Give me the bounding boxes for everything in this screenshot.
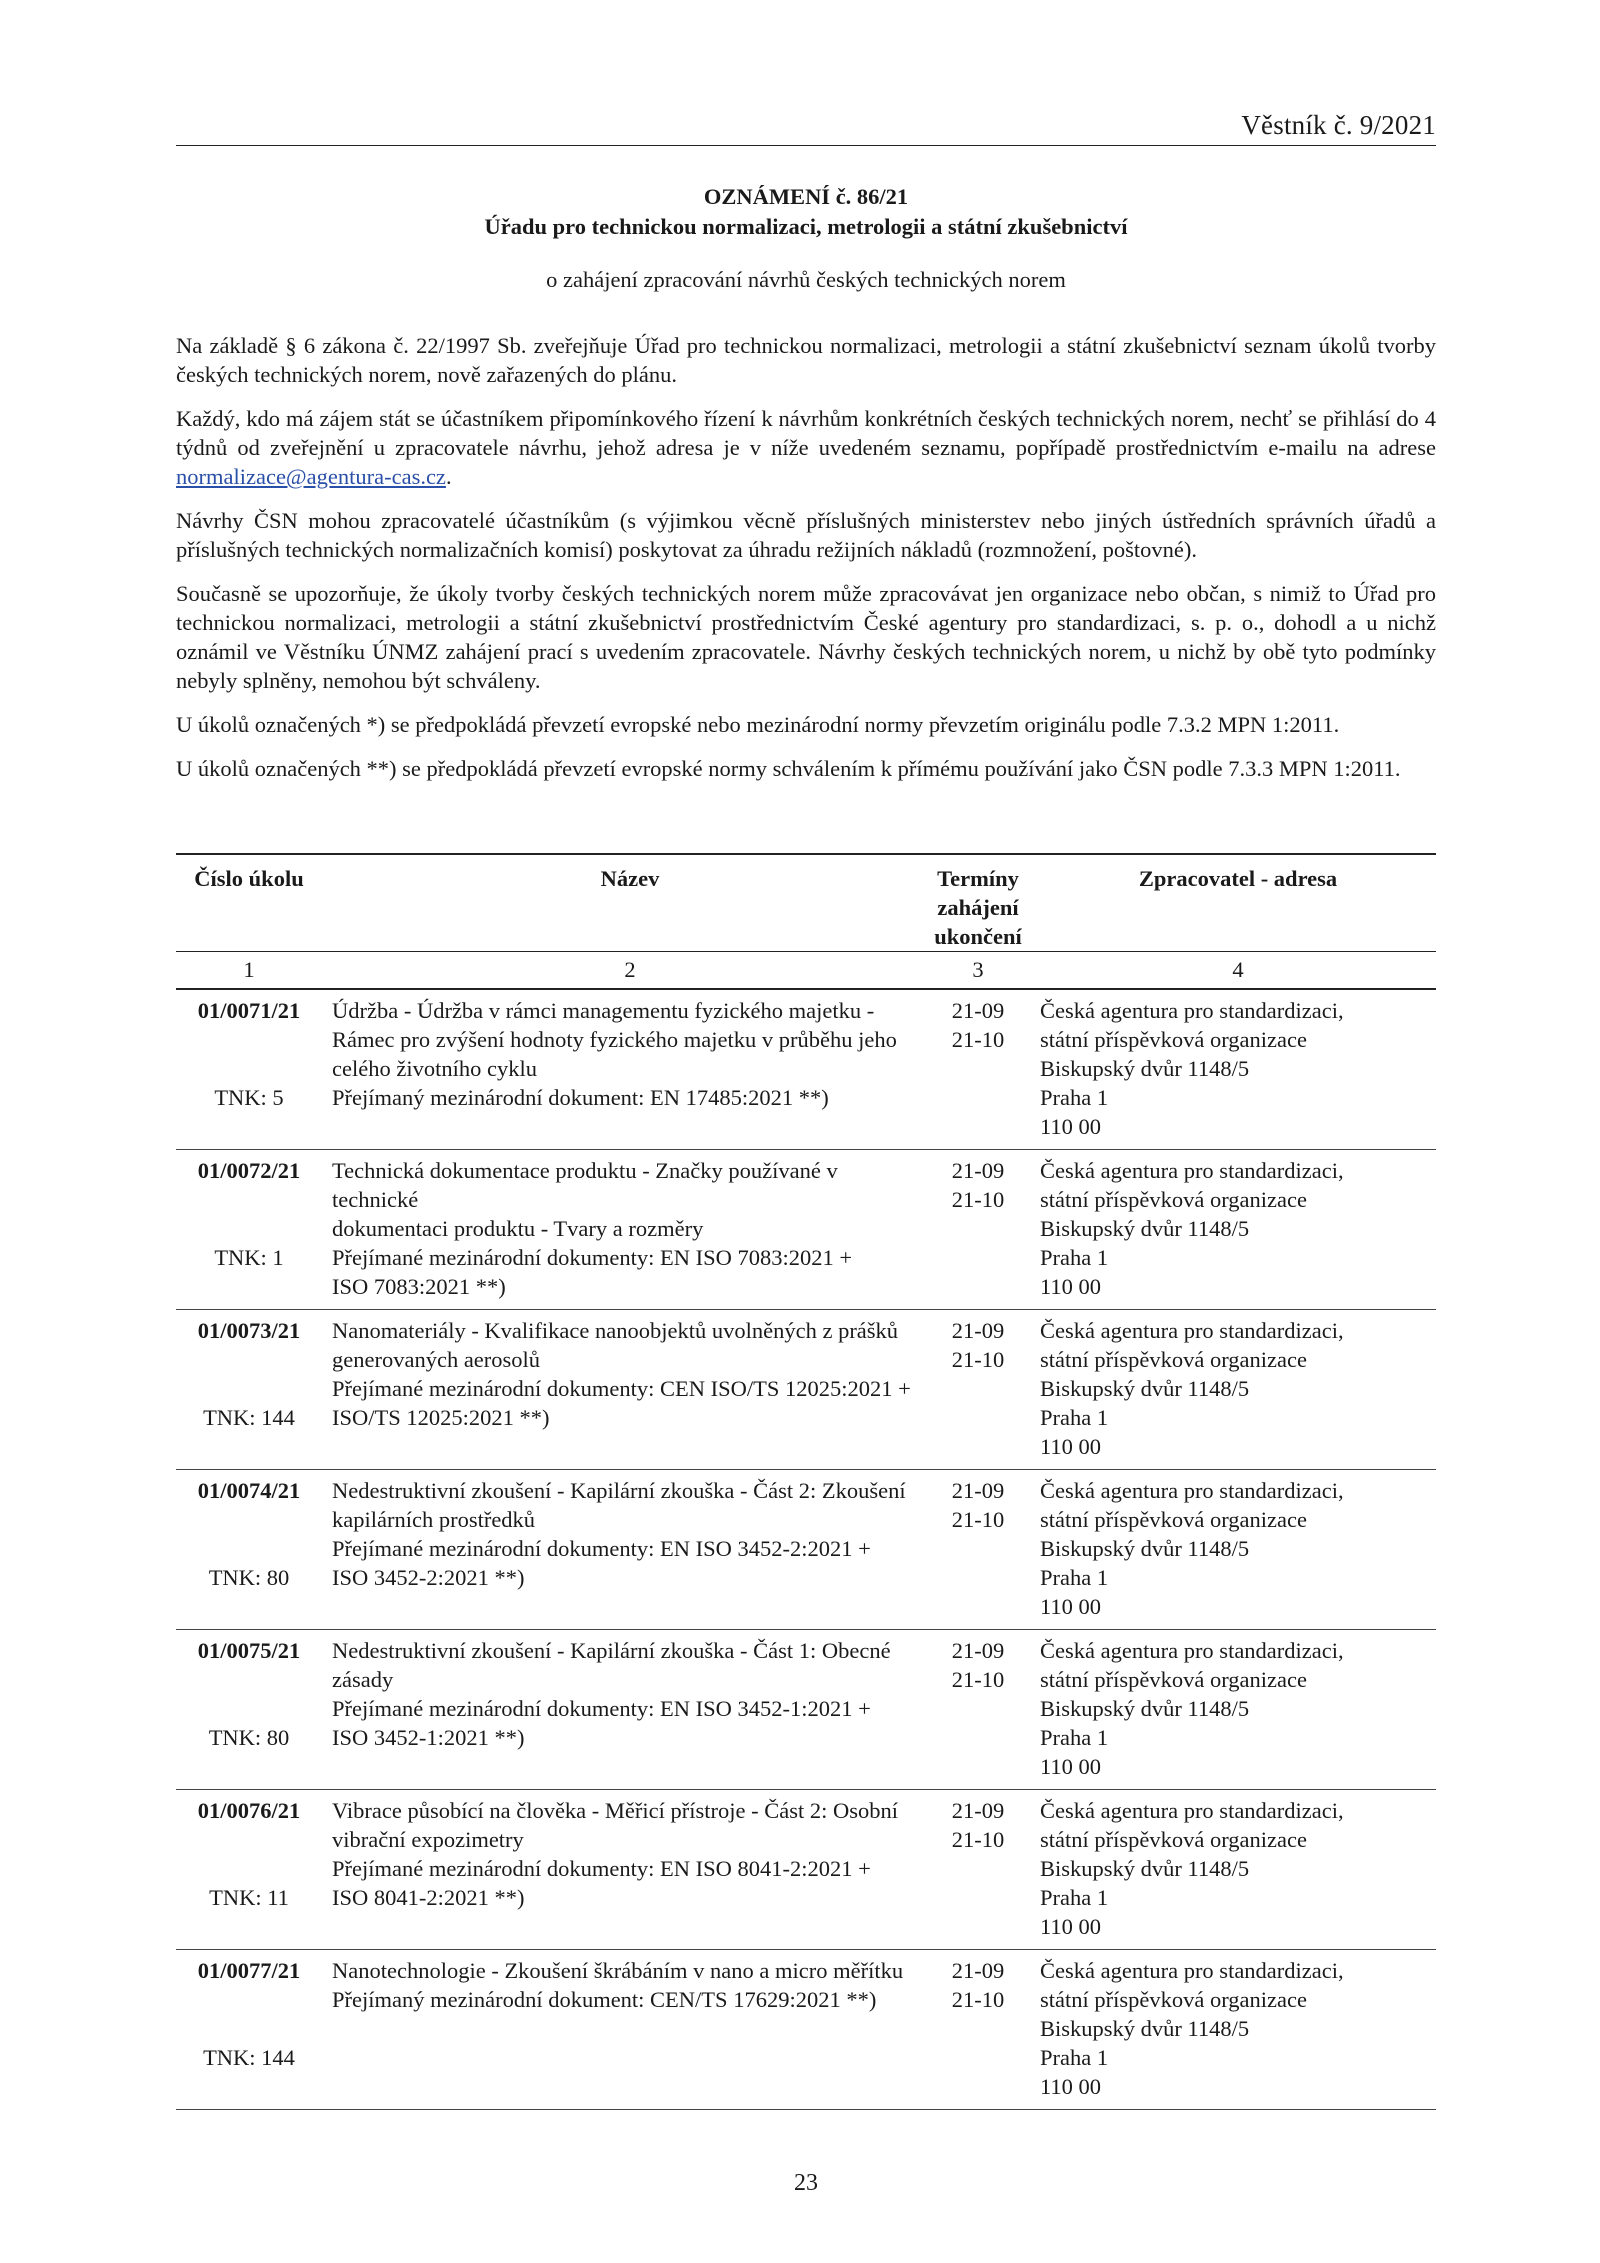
- end-date: 21-10: [951, 1347, 1005, 1372]
- task-title-line: Nedestruktivní zkoušení - Kapilární zkouška - Část 1: Obecné: [332, 1638, 891, 1663]
- address-line: 110 00: [1040, 1914, 1102, 1939]
- address-line: Biskupský dvůr 1148/5: [1040, 1056, 1250, 1081]
- announcement-subject: o zahájení zpracování návrhů českých technických norem: [546, 267, 1066, 292]
- start-date: 21-09: [951, 1958, 1005, 1983]
- task-committee: TNK: 5: [214, 1085, 284, 1110]
- address-line: státní příspěvková organizace: [1040, 1987, 1307, 2012]
- processor-address-cell: [1022, 1950, 1436, 2110]
- address-line: státní příspěvková organizace: [1040, 1827, 1307, 1852]
- task-title-line: celého životního cyklu: [332, 1056, 537, 1081]
- table-header-row: [176, 854, 1436, 952]
- address-line: Biskupský dvůr 1148/5: [1040, 2016, 1250, 2041]
- task-committee: TNK: 1: [214, 1245, 284, 1270]
- header-rule: [176, 145, 1436, 146]
- task-dates-cell: [928, 1790, 1022, 1950]
- task-number: 01/0072/21: [197, 1158, 301, 1183]
- adopted-document-line: ISO 7083:2021 **): [332, 1274, 506, 1299]
- address-line: Praha 1: [1040, 1565, 1109, 1590]
- adopted-document-line: Přejímané mezinárodní dokumenty: EN ISO 8041-2:2021 +: [332, 1856, 871, 1881]
- processor-address-cell: [1022, 1630, 1436, 1790]
- address-line: 110 00: [1040, 1594, 1102, 1619]
- end-date: 21-10: [951, 1027, 1005, 1052]
- address-line: Biskupský dvůr 1148/5: [1040, 1536, 1250, 1561]
- start-date: 21-09: [951, 1638, 1005, 1663]
- address-line: 110 00: [1040, 1274, 1102, 1299]
- task-title-line: Technická dokumentace produktu - Značky používané v technické: [332, 1158, 838, 1212]
- end-date: 21-10: [951, 1987, 1005, 2012]
- task-name-cell: [322, 1150, 928, 1310]
- table-row: [176, 1950, 1436, 2110]
- address-line: státní příspěvková organizace: [1040, 1347, 1307, 1372]
- processor-address-cell: [1022, 989, 1436, 1150]
- task-title-line: Rámec pro zvýšení hodnoty fyzického majetku v průběhu jeho: [332, 1027, 897, 1052]
- intro-paragraph-2-text: Každý, kdo má zájem stát se účastníkem připomínkového řízení k návrhům konkrétních českých technických norem, nechť se přihlásí do 4 týdnů od zveřejnění u zpracovatele návrhu, jehož adresa je v níže uvedeném seznamu, popřípadě prostřednictvím e-mailu na adrese: [176, 406, 1436, 460]
- intro-paragraph-6: U úkolů označených **) se předpokládá převzetí evropské normy schválením k přímému používání jako ČSN podle 7.3.3 MPN 1:2011.: [176, 756, 1401, 781]
- email-link[interactable]: normalizace@agentura-cas.cz: [176, 464, 446, 489]
- adopted-document-line: ISO 8041-2:2021 **): [332, 1885, 525, 1910]
- table-row: [176, 1470, 1436, 1630]
- end-date: 21-10: [951, 1507, 1005, 1532]
- column-number-row: [176, 952, 1436, 990]
- task-number: 01/0077/21: [197, 1958, 301, 1983]
- header-dates-line-2: zahájení: [937, 895, 1019, 920]
- task-number: 01/0073/21: [197, 1318, 301, 1343]
- task-number: 01/0071/21: [197, 998, 301, 1023]
- header-dates: [928, 854, 1022, 952]
- address-line: 110 00: [1040, 1434, 1102, 1459]
- task-id-cell: [176, 1630, 322, 1790]
- address-line: Česká agentura pro standardizaci,: [1040, 1958, 1344, 1983]
- processor-address-cell: [1022, 1790, 1436, 1950]
- intro-paragraph-5: U úkolů označených *) se předpokládá převzetí evropské nebo mezinárodní normy převzetím originálu podle 7.3.2 MPN 1:2011.: [176, 712, 1340, 737]
- intro-paragraph-2: [176, 404, 1436, 491]
- intro-text: [176, 331, 1436, 798]
- task-title-line: kapilárních prostředků: [332, 1507, 536, 1532]
- address-line: Česká agentura pro standardizaci,: [1040, 1638, 1344, 1663]
- start-date: 21-09: [951, 1158, 1005, 1183]
- address-line: státní příspěvková organizace: [1040, 1027, 1307, 1052]
- start-date: 21-09: [951, 998, 1005, 1023]
- header-dates-line-1: Termíny: [937, 866, 1019, 891]
- address-line: Praha 1: [1040, 1725, 1109, 1750]
- task-title-line: vibrační expozimetry: [332, 1827, 524, 1852]
- address-line: Praha 1: [1040, 1245, 1109, 1270]
- table-row: [176, 989, 1436, 1150]
- start-date: 21-09: [951, 1318, 1005, 1343]
- task-committee: TNK: 80: [208, 1725, 290, 1750]
- adopted-document-line: Přejímané mezinárodní dokumenty: EN ISO 3452-2:2021 +: [332, 1536, 871, 1561]
- intro-paragraph-2-end: .: [445, 464, 452, 489]
- address-line: státní příspěvková organizace: [1040, 1507, 1307, 1532]
- start-date: 21-09: [951, 1478, 1005, 1503]
- address-line: Praha 1: [1040, 1885, 1109, 1910]
- adopted-document-line: ISO/TS 12025:2021 **): [332, 1405, 550, 1430]
- task-committee: TNK: 11: [209, 1885, 289, 1910]
- intro-paragraph-4: Současně se upozorňuje, že úkoly tvorby českých technických norem může zpracovávat jen organizace nebo občan, s nimiž to Úřad pro technickou normalizaci, metrologii a státní zkušebnictví prostřednictvím České agentury pro standardizaci, s. p. o., dohodl a u nichž oznámil ve Věstníku ÚNMZ zahájení prací s uvedením zpracovatele. Návrhy českých technických norem, u nichž by obě tyto podmínky nebyly splněny, nemohou být schváleny.: [176, 581, 1436, 693]
- task-id-cell: [176, 1790, 322, 1950]
- announcement-number: OZNÁMENÍ č. 86/21: [703, 184, 909, 209]
- processor-address-cell: [1022, 1470, 1436, 1630]
- task-id-cell: [176, 989, 322, 1150]
- adopted-document-line: Přejímané mezinárodní dokumenty: EN ISO 3452-1:2021 +: [332, 1696, 871, 1721]
- header-dates-line-3: ukončení: [934, 924, 1022, 949]
- start-date: 21-09: [951, 1798, 1005, 1823]
- table-row: [176, 1790, 1436, 1950]
- address-line: státní příspěvková organizace: [1040, 1667, 1307, 1692]
- page-number: 23: [794, 2170, 818, 2196]
- task-title-line: Nanotechnologie - Zkoušení škrábáním v nano a micro měřítku: [332, 1958, 904, 1983]
- address-line: 110 00: [1040, 2074, 1102, 2099]
- task-name-cell: [322, 1630, 928, 1790]
- address-line: Praha 1: [1040, 1405, 1109, 1430]
- announcement-title-block: [176, 182, 1436, 295]
- address-line: Biskupský dvůr 1148/5: [1040, 1376, 1250, 1401]
- adopted-document-line: Přejímaný mezinárodní dokument: EN 17485:2021 **): [332, 1085, 829, 1110]
- task-number: 01/0076/21: [197, 1798, 301, 1823]
- task-name-cell: [322, 1790, 928, 1950]
- adopted-document-line: Přejímané mezinárodní dokumenty: EN ISO 7083:2021 +: [332, 1245, 853, 1270]
- task-dates-cell: [928, 1630, 1022, 1790]
- running-header: Věstník č. 9/2021: [1241, 110, 1436, 140]
- task-title-line: Vibrace působící na člověka - Měřicí přístroje - Část 2: Osobní: [332, 1798, 898, 1823]
- announcement-issuer: Úřadu pro technickou normalizaci, metrologii a státní zkušebnictví: [484, 214, 1128, 239]
- task-committee: TNK: 80: [208, 1565, 290, 1590]
- table-row: [176, 1310, 1436, 1470]
- intro-paragraph-3: Návrhy ČSN mohou zpracovatelé účastníkům (s výjimkou věcně příslušných ministerstev nebo jiných ústředních správních úřadů a příslušných technických normalizačních komisí) poskytovat za úhradu režijních nákladů (rozmnožení, poštovné).: [176, 508, 1436, 562]
- task-dates-cell: [928, 1310, 1022, 1470]
- task-id-cell: [176, 1310, 322, 1470]
- task-number: 01/0074/21: [197, 1478, 301, 1503]
- address-line: Biskupský dvůr 1148/5: [1040, 1216, 1250, 1241]
- task-id-cell: [176, 1470, 322, 1630]
- task-title-line: generovaných aerosolů: [332, 1347, 541, 1372]
- address-line: Česká agentura pro standardizaci,: [1040, 1158, 1344, 1183]
- header-task-number: Číslo úkolu: [176, 854, 322, 952]
- task-title-line: Nanomateriály - Kvalifikace nanoobjektů uvolněných z prášků: [332, 1318, 899, 1343]
- task-title-line: Údržba - Údržba v rámci managementu fyzického majetku -: [332, 998, 875, 1023]
- processor-address-cell: [1022, 1310, 1436, 1470]
- header-name: Název: [322, 854, 928, 952]
- task-dates-cell: [928, 1150, 1022, 1310]
- task-name-cell: [322, 1310, 928, 1470]
- address-line: Biskupský dvůr 1148/5: [1040, 1856, 1250, 1881]
- processor-address-cell: [1022, 1150, 1436, 1310]
- address-line: 110 00: [1040, 1754, 1102, 1779]
- address-line: Praha 1: [1040, 1085, 1109, 1110]
- task-title-line: Nedestruktivní zkoušení - Kapilární zkouška - Část 2: Zkoušení: [332, 1478, 906, 1503]
- tasks-table: [176, 853, 1436, 2110]
- task-committee: TNK: 144: [203, 1405, 295, 1430]
- column-number: 1: [176, 952, 322, 990]
- task-committee: TNK: 144: [203, 2045, 295, 2070]
- address-line: státní příspěvková organizace: [1040, 1187, 1307, 1212]
- address-line: 110 00: [1040, 1114, 1102, 1139]
- adopted-document-line: ISO 3452-2:2021 **): [332, 1565, 525, 1590]
- address-line: Česká agentura pro standardizaci,: [1040, 1798, 1344, 1823]
- adopted-document-line: Přejímané mezinárodní dokumenty: CEN ISO/TS 12025:2021 +: [332, 1376, 911, 1401]
- column-number: 2: [322, 952, 928, 990]
- address-line: Česká agentura pro standardizaci,: [1040, 998, 1344, 1023]
- end-date: 21-10: [951, 1667, 1005, 1692]
- address-line: Česká agentura pro standardizaci,: [1040, 1478, 1344, 1503]
- end-date: 21-10: [951, 1187, 1005, 1212]
- task-name-cell: [322, 1950, 928, 2110]
- address-line: Česká agentura pro standardizaci,: [1040, 1318, 1344, 1343]
- task-number: 01/0075/21: [197, 1638, 301, 1663]
- address-line: Praha 1: [1040, 2045, 1109, 2070]
- column-number: 4: [1022, 952, 1436, 990]
- task-dates-cell: [928, 1470, 1022, 1630]
- header-processor: Zpracovatel - adresa: [1022, 854, 1436, 952]
- task-dates-cell: [928, 989, 1022, 1150]
- table-body: [176, 989, 1436, 2110]
- table-row: [176, 1150, 1436, 1310]
- adopted-document-line: Přejímaný mezinárodní dokument: CEN/TS 17629:2021 **): [332, 1987, 877, 2012]
- task-id-cell: [176, 1150, 322, 1310]
- task-name-cell: [322, 1470, 928, 1630]
- column-number: 3: [928, 952, 1022, 990]
- table-row: [176, 1630, 1436, 1790]
- task-id-cell: [176, 1950, 322, 2110]
- task-title-line: dokumentaci produktu - Tvary a rozměry: [332, 1216, 704, 1241]
- end-date: 21-10: [951, 1827, 1005, 1852]
- task-dates-cell: [928, 1950, 1022, 2110]
- intro-paragraph-1: Na základě § 6 zákona č. 22/1997 Sb. zveřejňuje Úřad pro technickou normalizaci, metrologii a státní zkušebnictví seznam úkolů tvorby českých technických norem, nově zařazených do plánu.: [176, 333, 1436, 387]
- adopted-document-line: ISO 3452-1:2021 **): [332, 1725, 525, 1750]
- address-line: Biskupský dvůr 1148/5: [1040, 1696, 1250, 1721]
- document-page: [176, 0, 1436, 2263]
- task-name-cell: [322, 989, 928, 1150]
- task-title-line: zásady: [332, 1667, 394, 1692]
